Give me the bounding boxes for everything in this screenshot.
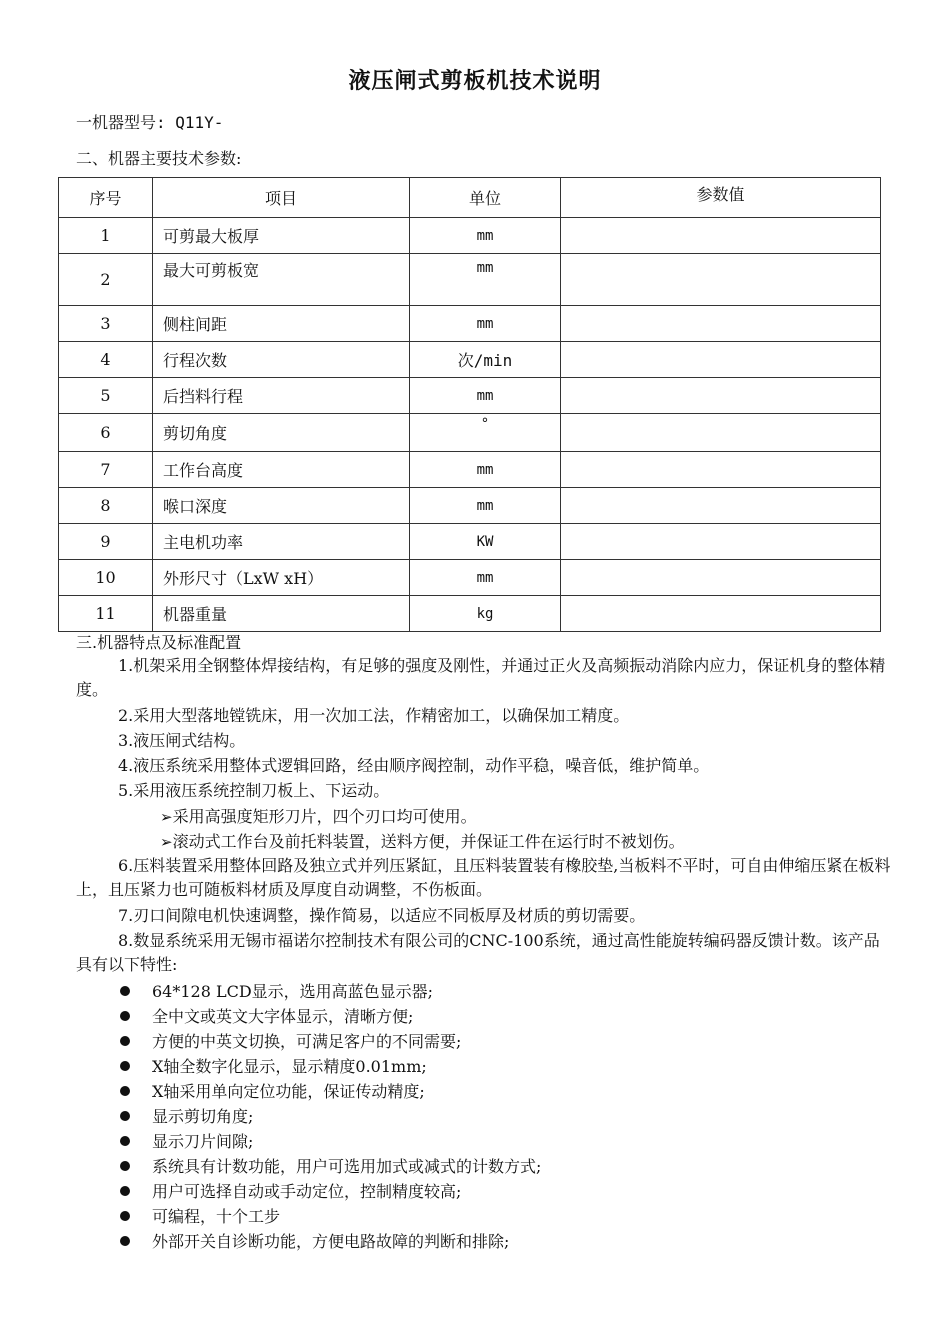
header-no: 序号 [59, 178, 153, 218]
table-row [59, 414, 881, 452]
bullet-dot-icon [120, 1236, 130, 1246]
row-no: 11 [59, 596, 153, 632]
bullet-dot-icon [120, 1111, 130, 1121]
row-value [561, 218, 881, 254]
bullet-dot-icon [120, 1161, 130, 1171]
table-row [59, 596, 881, 632]
feature-bullet: 显示刀片间隙; [120, 1129, 253, 1152]
header-item: 项目 [153, 178, 410, 218]
table-row [59, 524, 881, 560]
row-no: 6 [59, 414, 153, 452]
row-item: 行程次数 [153, 342, 410, 378]
row-unit: mm [410, 254, 561, 306]
section3-heading: 三.机器特点及标准配置 [76, 633, 242, 652]
feature-bullet: 64*128 LCD显示，选用高蓝色显示器; [120, 979, 433, 1002]
header-value: 参数值 [561, 178, 881, 218]
arrow-right-icon: ➢ [160, 808, 173, 826]
sub-item-worktable: ➢滚动式工作台及前托料装置，送料方便，并保证工件在运行时不被划伤。 [160, 832, 685, 851]
row-item: 机器重量 [153, 596, 410, 632]
bullet-dot-icon [120, 1036, 130, 1046]
row-unit: mm [410, 218, 561, 254]
arrow-right-icon: ➢ [160, 833, 173, 851]
row-value [561, 254, 881, 306]
feature-paragraph-5: 5.采用液压系统控制刀板上、下运动。 [118, 781, 390, 800]
bullet-dot-icon [120, 1086, 130, 1096]
row-item: 后挡料行程 [153, 378, 410, 414]
table-row [59, 378, 881, 414]
feature-paragraph-3: 3.液压闸式结构。 [118, 731, 246, 750]
row-no: 7 [59, 452, 153, 488]
row-no: 9 [59, 524, 153, 560]
row-unit: mm [410, 306, 561, 342]
feature-paragraph-6: 6.压料装置采用整体回路及独立式并列压紧缸，且压料装置装有橡胶垫,当板料不平时，可自由伸缩压紧在板料上，且压紧力也可随板料材质及厚度自动调整，不伤板面。 [76, 856, 891, 899]
document-title: 液压闸式剪板机技术说明 [348, 69, 602, 94]
row-unit: kg [410, 596, 561, 632]
table-row [59, 254, 881, 306]
row-no: 1 [59, 218, 153, 254]
table-row [59, 560, 881, 596]
row-no: 8 [59, 488, 153, 524]
row-item: 可剪最大板厚 [153, 218, 410, 254]
bullet-dot-icon [120, 1186, 130, 1196]
feature-paragraph-1: 1.机架采用全钢整体焊接结构，有足够的强度及刚性，并通过正火及高频振动消除内应力，保证机身的整体精度。 [76, 656, 886, 699]
row-unit: KW [410, 524, 561, 560]
feature-bullet: 全中文或英文大字体显示，清晰方便; [120, 1004, 413, 1027]
row-no: 5 [59, 378, 153, 414]
table-row [59, 218, 881, 254]
bullet-dot-icon [120, 1211, 130, 1221]
row-no: 3 [59, 306, 153, 342]
feature-bullet: 可编程，十个工步 [120, 1204, 280, 1227]
bullet-dot-icon [120, 1011, 130, 1021]
feature-bullet: 方便的中英文切换，可满足客户的不同需要; [120, 1029, 461, 1052]
table-header-row [59, 178, 881, 218]
table-row [59, 488, 881, 524]
row-value [561, 378, 881, 414]
row-item: 侧柱间距 [153, 306, 410, 342]
row-value [561, 306, 881, 342]
header-unit: 单位 [410, 178, 561, 218]
bullet-dot-icon [120, 1136, 130, 1146]
row-value [561, 414, 881, 452]
feature-bullet: 系统具有计数功能，用户可选用加式或减式的计数方式; [120, 1154, 541, 1177]
bullet-dot-icon [120, 986, 130, 996]
feature-bullet: 外部开关自诊断功能，方便电路故障的判断和排除; [120, 1229, 509, 1252]
feature-paragraph-2: 2.采用大型落地镗铣床，用一次加工法，作精密加工，以确保加工精度。 [118, 706, 630, 725]
row-no: 10 [59, 560, 153, 596]
row-item: 剪切角度 [153, 414, 410, 452]
feature-bullet: 用户可选择自动或手动定位，控制精度较高; [120, 1179, 461, 1202]
spec-table [58, 177, 881, 632]
row-unit: mm [410, 488, 561, 524]
model-line: 一机器型号: Q11Y- [76, 113, 224, 132]
table-row [59, 306, 881, 342]
row-no: 4 [59, 342, 153, 378]
row-item: 工作台高度 [153, 452, 410, 488]
row-value [561, 524, 881, 560]
row-value [561, 560, 881, 596]
feature-paragraph-7: 7.刃口间隙电机快速调整，操作简易，以适应不同板厚及材质的剪切需要。 [118, 906, 646, 925]
row-value [561, 452, 881, 488]
section2-heading: 二、机器主要技术参数: [76, 149, 242, 168]
row-unit: ° [410, 414, 561, 452]
row-no: 2 [59, 254, 153, 306]
bullet-dot-icon [120, 1061, 130, 1071]
row-item: 主电机功率 [153, 524, 410, 560]
feature-bullet: 显示剪切角度; [120, 1104, 253, 1127]
row-value [561, 596, 881, 632]
feature-paragraph-8: 8.数显系统采用无锡市福诺尔控制技术有限公司的CNC-100系统，通过高性能旋转编码器反馈计数。该产品具有以下特性: [76, 931, 880, 974]
table-row [59, 452, 881, 488]
sub-item-blade: ➢采用高强度矩形刀片，四个刃口均可使用。 [160, 807, 477, 826]
row-value [561, 342, 881, 378]
feature-bullet: X轴采用单向定位功能，保证传动精度; [120, 1079, 425, 1102]
feature-bullet: X轴全数字化显示，显示精度0.01mm; [120, 1054, 427, 1077]
row-unit: mm [410, 452, 561, 488]
row-unit: mm [410, 560, 561, 596]
row-unit: mm [410, 378, 561, 414]
row-item: 外形尺寸（LxW xH） [153, 560, 410, 596]
row-item: 最大可剪板宽 [153, 254, 410, 306]
row-item: 喉口深度 [153, 488, 410, 524]
feature-paragraph-4: 4.液压系统采用整体式逻辑回路，经由顺序阀控制，动作平稳，噪音低，维护简单。 [118, 756, 710, 775]
row-unit: 次/min [410, 342, 561, 378]
row-value [561, 488, 881, 524]
table-row [59, 342, 881, 378]
